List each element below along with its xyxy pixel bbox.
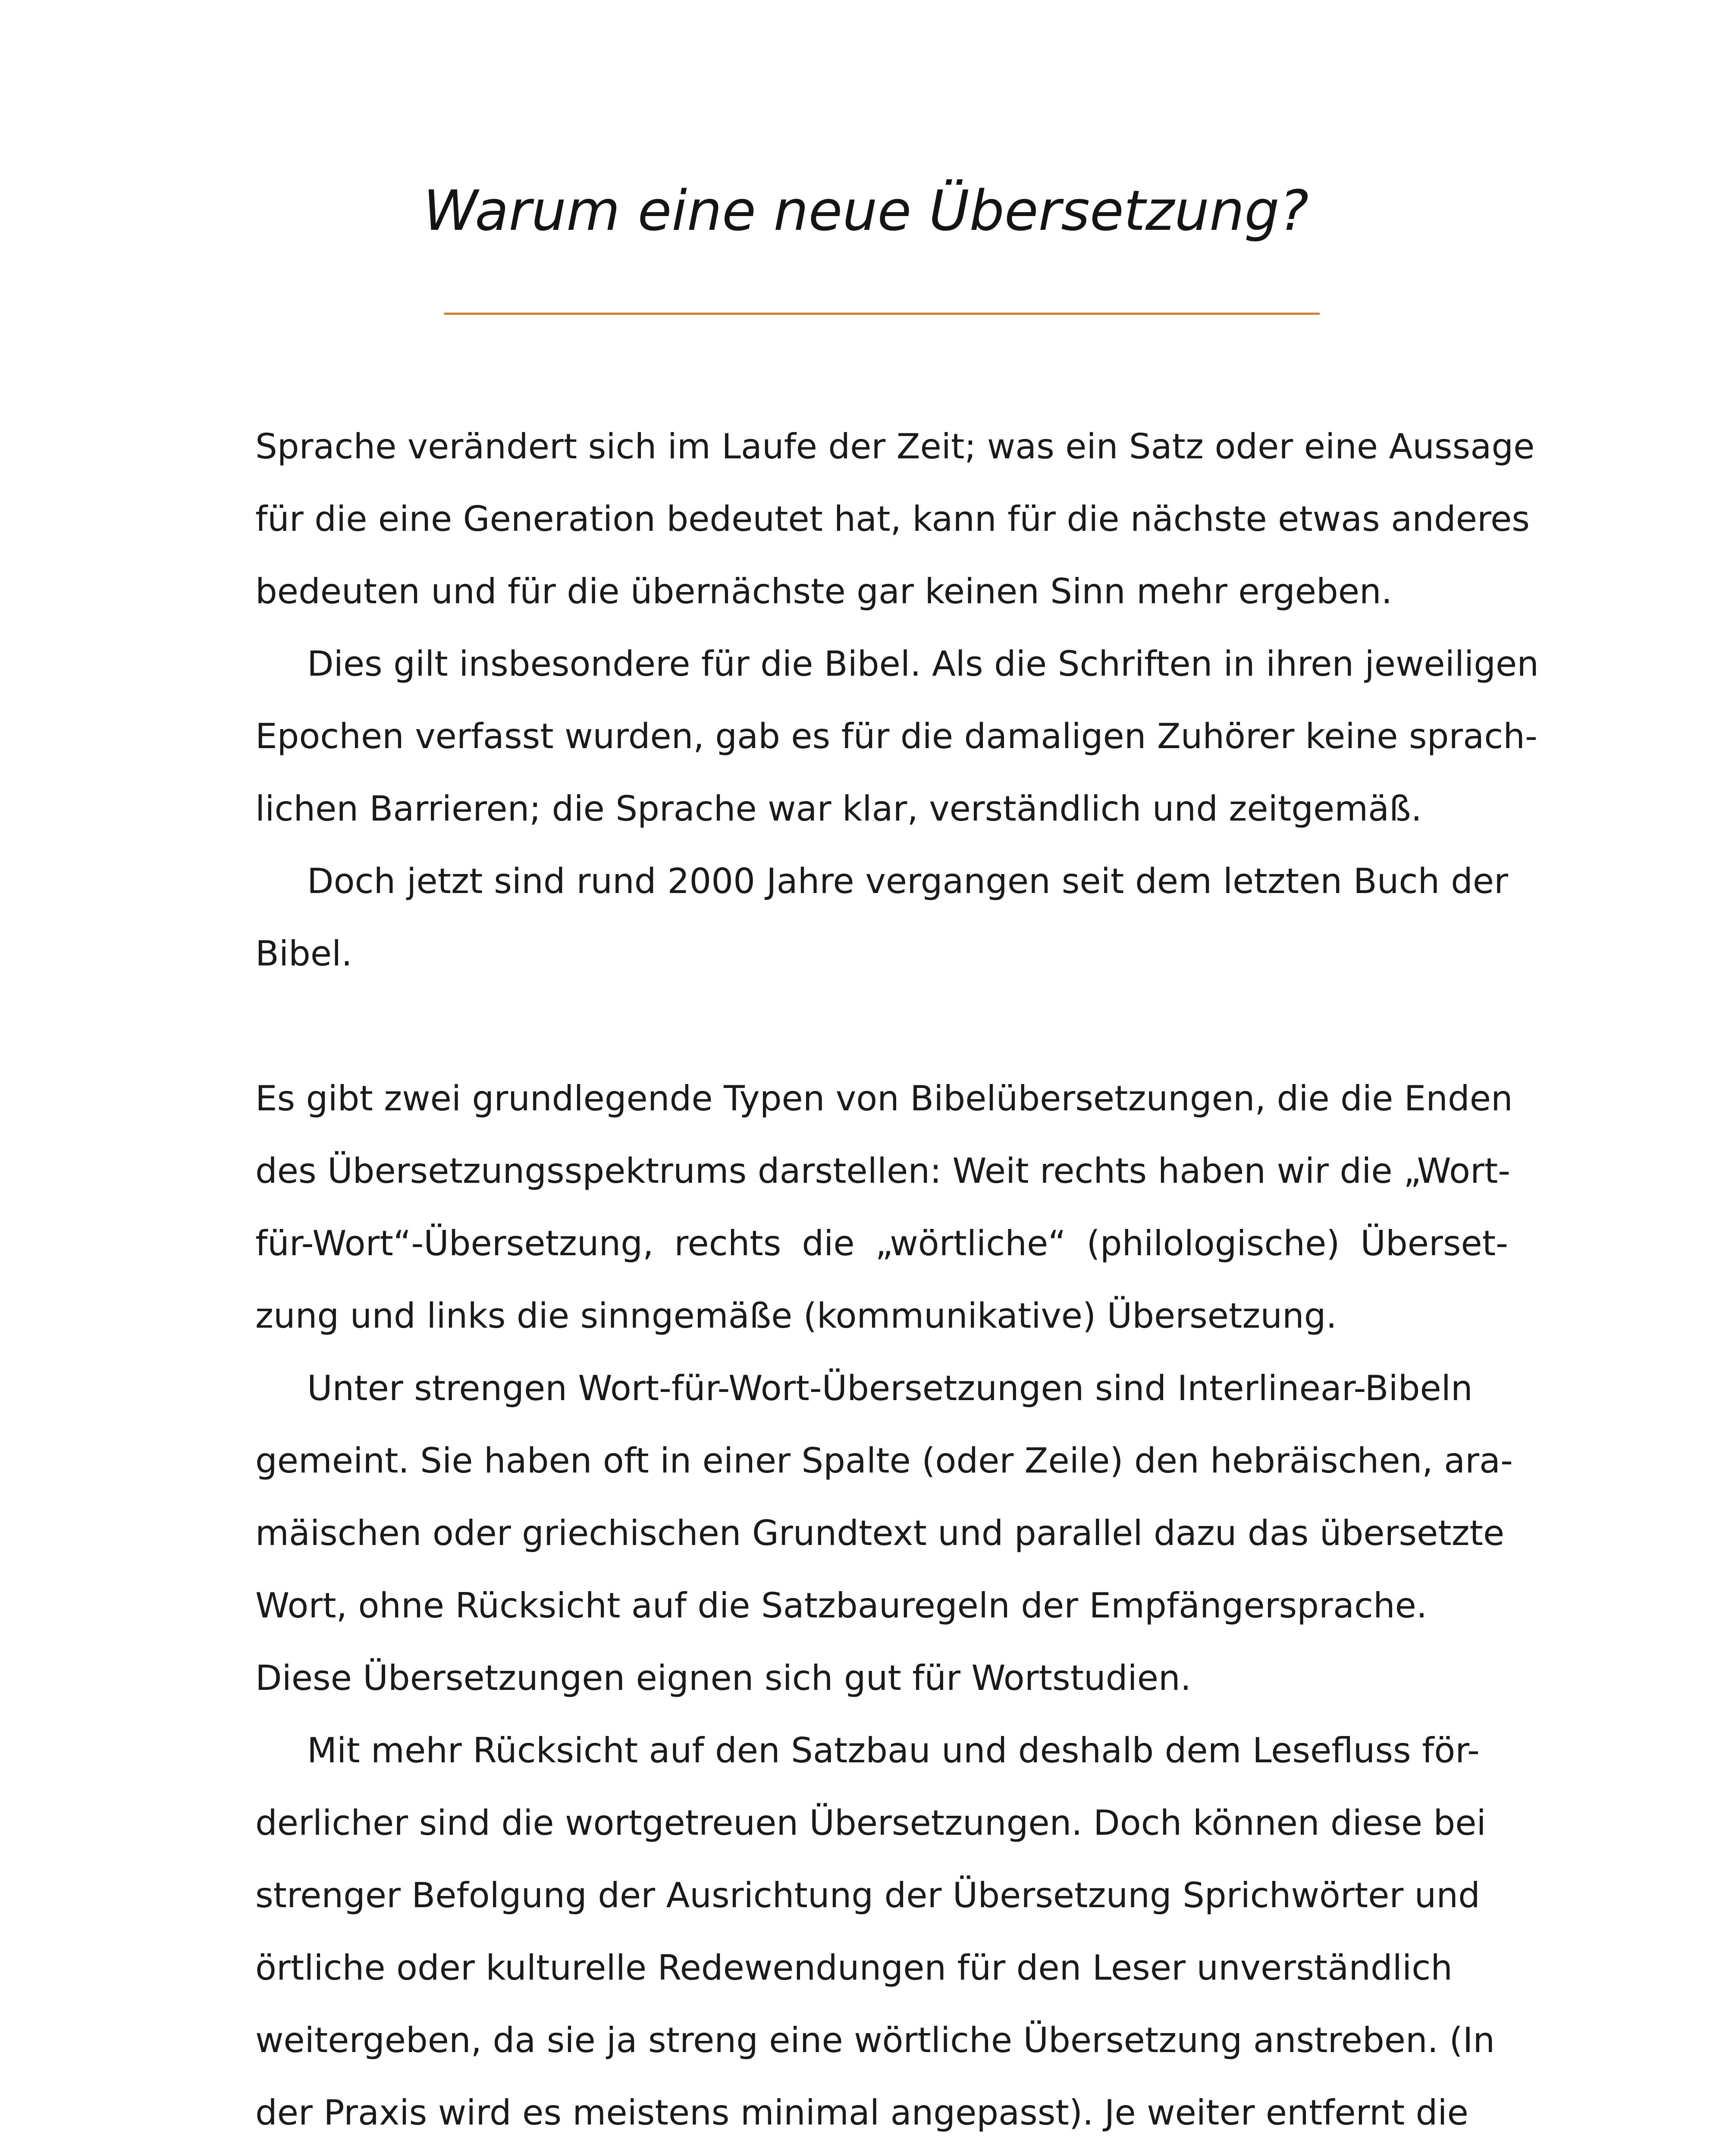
text-line: Bibel. xyxy=(255,934,352,974)
body-text xyxy=(255,411,1539,2149)
text-line: für die eine Generation bedeutet hat, kann für die nächste etwas anderes xyxy=(255,499,1530,539)
page-title: Warum eine neue Übersetzung? xyxy=(423,179,1309,243)
text-line: der Praxis wird es meistens minimal angepasst). Je weiter entfernt die xyxy=(255,2093,1468,2133)
paragraph-gap xyxy=(255,990,1508,1062)
text-line: örtliche oder kulturelle Redewendungen für den Leser unverständlich xyxy=(255,1948,1453,1988)
text-line: gemeint. Sie haben oft in einer Spalte (oder Zeile) den hebräischen, ara- xyxy=(255,1441,1513,1481)
text-line: Sprache verändert sich im Laufe der Zeit; was ein Satz oder eine Aussage xyxy=(255,426,1535,467)
text-line: Es gibt zwei grundlegende Typen von Bibelübersetzungen, die die Enden xyxy=(255,1078,1513,1119)
text-line: lichen Barrieren; die Sprache war klar, verständlich und zeitgemäß. xyxy=(255,789,1422,829)
text-line: Unter strengen Wort-für-Wort-Übersetzungen sind Interlinear-Bibeln xyxy=(307,1368,1473,1408)
text-line: Doch jetzt sind rund 2000 Jahre vergangen seit dem letzten Buch der xyxy=(307,861,1508,901)
text-line: mäischen oder griechischen Grundtext und parallel dazu das übersetzte xyxy=(255,1513,1505,1553)
text-line: Diese Übersetzungen eignen sich gut für Wortstudien. xyxy=(255,1658,1192,1698)
text-line: Wort, ohne Rücksicht auf die Satzbauregeln der Empfängersprache. xyxy=(255,1586,1428,1626)
text-line: strenger Befolgung der Ausrichtung der Übersetzung Sprichwörter und xyxy=(255,1875,1480,1915)
text-line: Mit mehr Rücksicht auf den Satzbau und deshalb dem Lesefluss för- xyxy=(307,1730,1480,1771)
text-line: bedeuten und für die übernächste gar keinen Sinn mehr ergeben. xyxy=(255,571,1393,611)
text-line: weitergeben, da sie ja streng eine wörtliche Übersetzung anstreben. (In xyxy=(255,2020,1495,2060)
text-line: zung und links die sinngemäße (kommunikative) Übersetzung. xyxy=(255,1296,1337,1336)
text-line: des Übersetzungsspektrums darstellen: Weit rechts haben wir die „Wort- xyxy=(255,1151,1511,1191)
title-divider xyxy=(444,313,1320,315)
text-line: Dies gilt insbesondere für die Bibel. Als die Schriften in ihren jeweiligen xyxy=(307,644,1539,684)
text-line: für-Wort“-Übersetzung, rechts die „wörtliche“ (philologische) Überset- xyxy=(255,1223,1508,1263)
text-line: Epochen verfasst wurden, gab es für die damaligen Zuhörer keine sprach- xyxy=(255,716,1537,756)
text-line: derlicher sind die wortgetreuen Übersetzungen. Doch können diese bei xyxy=(255,1803,1486,1843)
